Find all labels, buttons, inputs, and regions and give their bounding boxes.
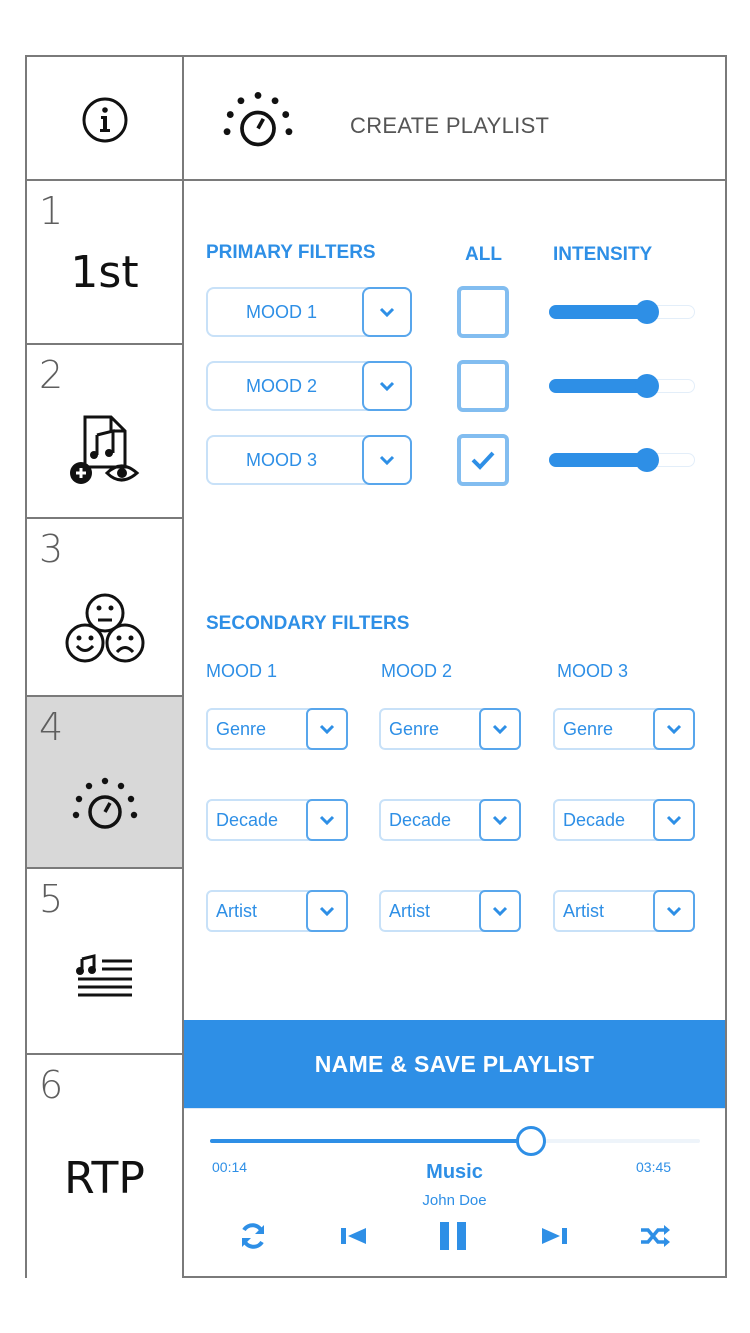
page-header [184,57,725,181]
dropdown-button[interactable] [362,361,412,411]
artist-select-mood-3[interactable] [553,890,695,932]
total-duration: 03:45 [636,1159,672,1175]
previous-track-icon[interactable] [338,1221,370,1251]
chevron-down-icon [666,815,682,825]
sidebar-item-4[interactable] [27,697,182,869]
sidebar-item-number: 1 [39,189,64,233]
sidebar-item-6[interactable] [27,1055,182,1280]
dropdown-button[interactable] [653,708,695,750]
sidebar-item-number: 4 [39,705,64,749]
primary-mood-2-select[interactable] [206,361,412,411]
chevron-down-icon [492,815,508,825]
dropdown-button[interactable] [653,799,695,841]
dropdown-button[interactable] [306,708,348,750]
dropdown-button[interactable] [306,799,348,841]
decade-select-mood-3[interactable] [553,799,695,841]
all-column-label: ALL [465,244,502,265]
track-title: Music [426,1161,483,1183]
sidebar-item-number: 2 [39,353,64,397]
chevron-down-icon [319,815,335,825]
main-panel [184,181,725,1020]
slider-knob[interactable] [635,374,659,398]
seek-knob[interactable] [516,1126,546,1156]
dropdown-button[interactable] [362,435,412,485]
chevron-down-icon [319,906,335,916]
genre-select-mood-1[interactable] [206,708,348,750]
select-value: Artist [389,901,431,921]
select-value: MOOD 3 [246,450,318,470]
dropdown-button[interactable] [653,890,695,932]
secondary-column-mood-1: MOOD 1 [206,661,278,681]
select-value: Decade [563,810,626,830]
sidebar-item-3[interactable] [27,519,182,697]
genre-select-mood-2[interactable] [379,708,521,750]
select-value: Artist [563,901,605,921]
select-value: Decade [216,810,279,830]
intensity-column-label: INTENSITY [553,244,653,265]
sidebar-item-label: 1st [70,247,139,298]
select-value: Genre [216,719,267,739]
all-checkbox-mood-3[interactable] [457,434,509,486]
select-value: MOOD 2 [246,376,318,396]
app-frame [25,55,727,1278]
name-save-playlist-button[interactable]: NAME & SAVE PLAYLIST [184,1020,725,1108]
chevron-down-icon [666,724,682,734]
dropdown-button[interactable] [306,890,348,932]
secondary-column-mood-3: MOOD 3 [557,661,629,681]
seek-fill [210,1139,532,1143]
slider-knob[interactable] [635,300,659,324]
primary-mood-3-select[interactable] [206,435,412,485]
chevron-down-icon [379,455,395,465]
sidebar-item-number: 6 [39,1063,64,1107]
page-title: CREATE PLAYLIST [350,113,550,138]
media-player [184,1108,725,1276]
repeat-icon[interactable] [238,1221,268,1251]
sidebar-item-info[interactable] [27,57,182,181]
all-checkbox-mood-1[interactable] [457,286,509,338]
decade-select-mood-1[interactable] [206,799,348,841]
dropdown-button[interactable] [479,890,521,932]
all-checkbox-mood-2[interactable] [457,360,509,412]
dropdown-button[interactable] [362,287,412,337]
next-track-icon[interactable] [538,1221,570,1251]
mood-faces-icon [57,591,153,667]
primary-filters-title: PRIMARY FILTERS [206,242,376,263]
select-value: MOOD 1 [246,302,318,322]
artist-select-mood-2[interactable] [379,890,521,932]
secondary-filters-title: SECONDARY FILTERS [206,613,410,634]
decade-select-mood-2[interactable] [379,799,521,841]
sidebar-item-2[interactable] [27,345,182,519]
artist-select-mood-1[interactable] [206,890,348,932]
dial-icon [220,89,296,153]
dropdown-button[interactable] [479,799,521,841]
pause-icon[interactable] [437,1219,469,1253]
playlist-icon [74,953,136,1001]
sidebar-item-number: 3 [39,527,64,571]
slider-knob[interactable] [635,448,659,472]
chevron-down-icon [379,381,395,391]
primary-mood-1-select[interactable] [206,287,412,337]
intensity-slider-mood-3[interactable] [549,451,695,469]
secondary-column-mood-2: MOOD 2 [381,661,453,681]
shuffle-icon[interactable] [638,1221,672,1251]
chevron-down-icon [666,906,682,916]
music-file-add-view-icon [65,411,145,491]
chevron-down-icon [492,724,508,734]
info-icon [80,95,130,145]
sidebar-item-number: 5 [39,877,64,921]
seek-bar[interactable] [210,1139,700,1143]
track-artist: John Doe [422,1192,487,1209]
sidebar [27,57,184,1276]
select-value: Decade [389,810,452,830]
sidebar-item-1[interactable] [27,181,182,345]
dropdown-button[interactable] [479,708,521,750]
select-value: Artist [216,901,258,921]
elapsed-time: 00:14 [212,1159,248,1175]
intensity-slider-mood-1[interactable] [549,303,695,321]
select-value: Genre [389,719,440,739]
sidebar-item-5[interactable] [27,869,182,1055]
select-value: Genre [563,719,614,739]
chevron-down-icon [379,307,395,317]
sidebar-item-label: RTP [64,1153,145,1204]
chevron-down-icon [319,724,335,734]
intensity-slider-mood-2[interactable] [549,377,695,395]
genre-select-mood-3[interactable] [553,708,695,750]
checkmark-icon [470,450,496,470]
chevron-down-icon [492,906,508,916]
dial-icon [70,775,140,835]
